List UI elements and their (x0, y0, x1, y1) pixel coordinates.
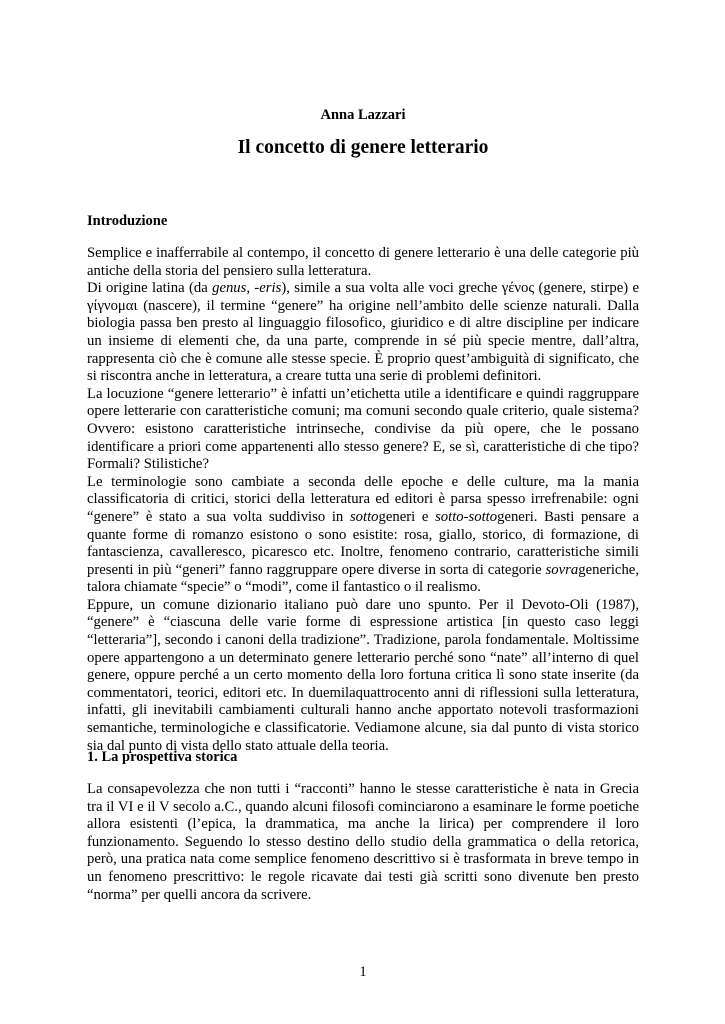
italic-term: genus, -eris (212, 280, 282, 297)
paragraph: La locuzione “genere letterario” è infatti un’etichetta utile a identificare e quindi raggruppare opere letterarie con caratteristiche comuni; ma comuni secondo quale criterio, quale sistema? Ovvero: esistono caratteristiche intrinseche, condivise da più opere, che le possano identificare a priori come appartenenti allo stesso genere? E, se sì, caratteristiche di che tipo? Formali? Stilistiche? (87, 385, 639, 473)
section1-body (87, 781, 639, 904)
paragraph: Eppure, un comune dizionario italiano può dare uno spunto. Per il Devoto-Oli (1987), “genere” è “ciascuna delle varie forme di espressione artistica [in questo caso leggi “letteraria”], secondo i canoni della tradizione”. Tradizione, parola fondamentale. Moltissime opere appartengono a un determinato genere letterario perché sono “nate” all’interno di quel genere, oppure perché a un certo momento della loro fortuna critica lì sono state inserite (da commentatori, teorici, editori etc. In duemilaquattrocento anni di riflessioni sulla letteratura, infatti, gli inevitabili cambiamenti culturali hanno anche apportato notevoli trasformazioni semantiche, terminologiche e classificatorie. Vediamone alcune, sia dal punto di vista storico sia dal punto di vista dello stato attuale della teoria. (87, 596, 639, 754)
italic-term: sotto (349, 508, 379, 525)
section-heading-introduzione: Introduzione (87, 213, 168, 229)
introduction-body (87, 245, 639, 755)
page-number: 1 (359, 964, 367, 980)
paragraph: Di origine latina (da genus, -eris), simile a sua volta alle voci greche γένος (genere, stirpe) e γίγνομαι (nascere), il termine “genere” ha origine nell’ambito delle scienze naturali. Dalla biologia passa ben presto al linguaggio filosofico, giuridico e di altre discipline per indicare un insieme di elementi che, da una parte, comprende in sé più specie mentre, dall’altra, rappresenta ciò che è comune alle stesse specie. È proprio quest’ambiguità di significato, che si riscontra anche in letteratura, a creare tutta una serie di problemi definitori. (87, 280, 639, 385)
author-name: Anna Lazzari (320, 107, 406, 123)
italic-term: sovra (545, 561, 579, 578)
paragraph: Le terminologie sono cambiate a seconda delle epoche e delle culture, ma la mania classificatoria di critici, storici della letteratura ed editori è parsa spesso irrefrenabile: ogni “genere” è stato a sua volta suddiviso in sottogeneri e sotto-sottogeneri. Basti pensare a quante forme di romanzo esistono o sono esistite: rosa, giallo, storico, di formazione, di fantascienza, cavalleresco, picaresco etc. Inoltre, fenomeno contrario, caratteristiche simili presenti in più “generi” fanno raggruppare opere diverse in sorta di categorie sovrageneriche, talora chiamate “specie” o “modi”, come il fantastico o il realismo. (87, 473, 640, 596)
section-heading-prospettiva-storica: 1. La prospettiva storica (87, 749, 238, 765)
paragraph: La consapevolezza che non tutti i “racconti” hanno le stesse caratteristiche è nata in Grecia tra il VI e il V secolo a.C., quando alcuni filosofi cominciarono a esaminare le forme poetiche allora esistenti (l’epica, la drammatica, ma anche la lirica) per comprendere il loro funzionamento. Seguendo lo stesso destino dello studio della grammatica o della retorica, però, una pratica nata come semplice fenomeno descrittivo si è trasformata in breve tempo in un fenomeno prescrittivo: le regole ricavate dai testi già scritti sono divenute ben presto “norma” per quelli ancora da scrivere. (87, 781, 639, 903)
document-title: Il concetto di genere letterario (237, 137, 489, 158)
paragraph: Semplice e inafferrabile al contempo, il concetto di genere letterario è una delle categorie più antiche della storia del pensiero sulla letteratura. (87, 245, 639, 279)
italic-term: sotto-sotto (435, 508, 498, 525)
